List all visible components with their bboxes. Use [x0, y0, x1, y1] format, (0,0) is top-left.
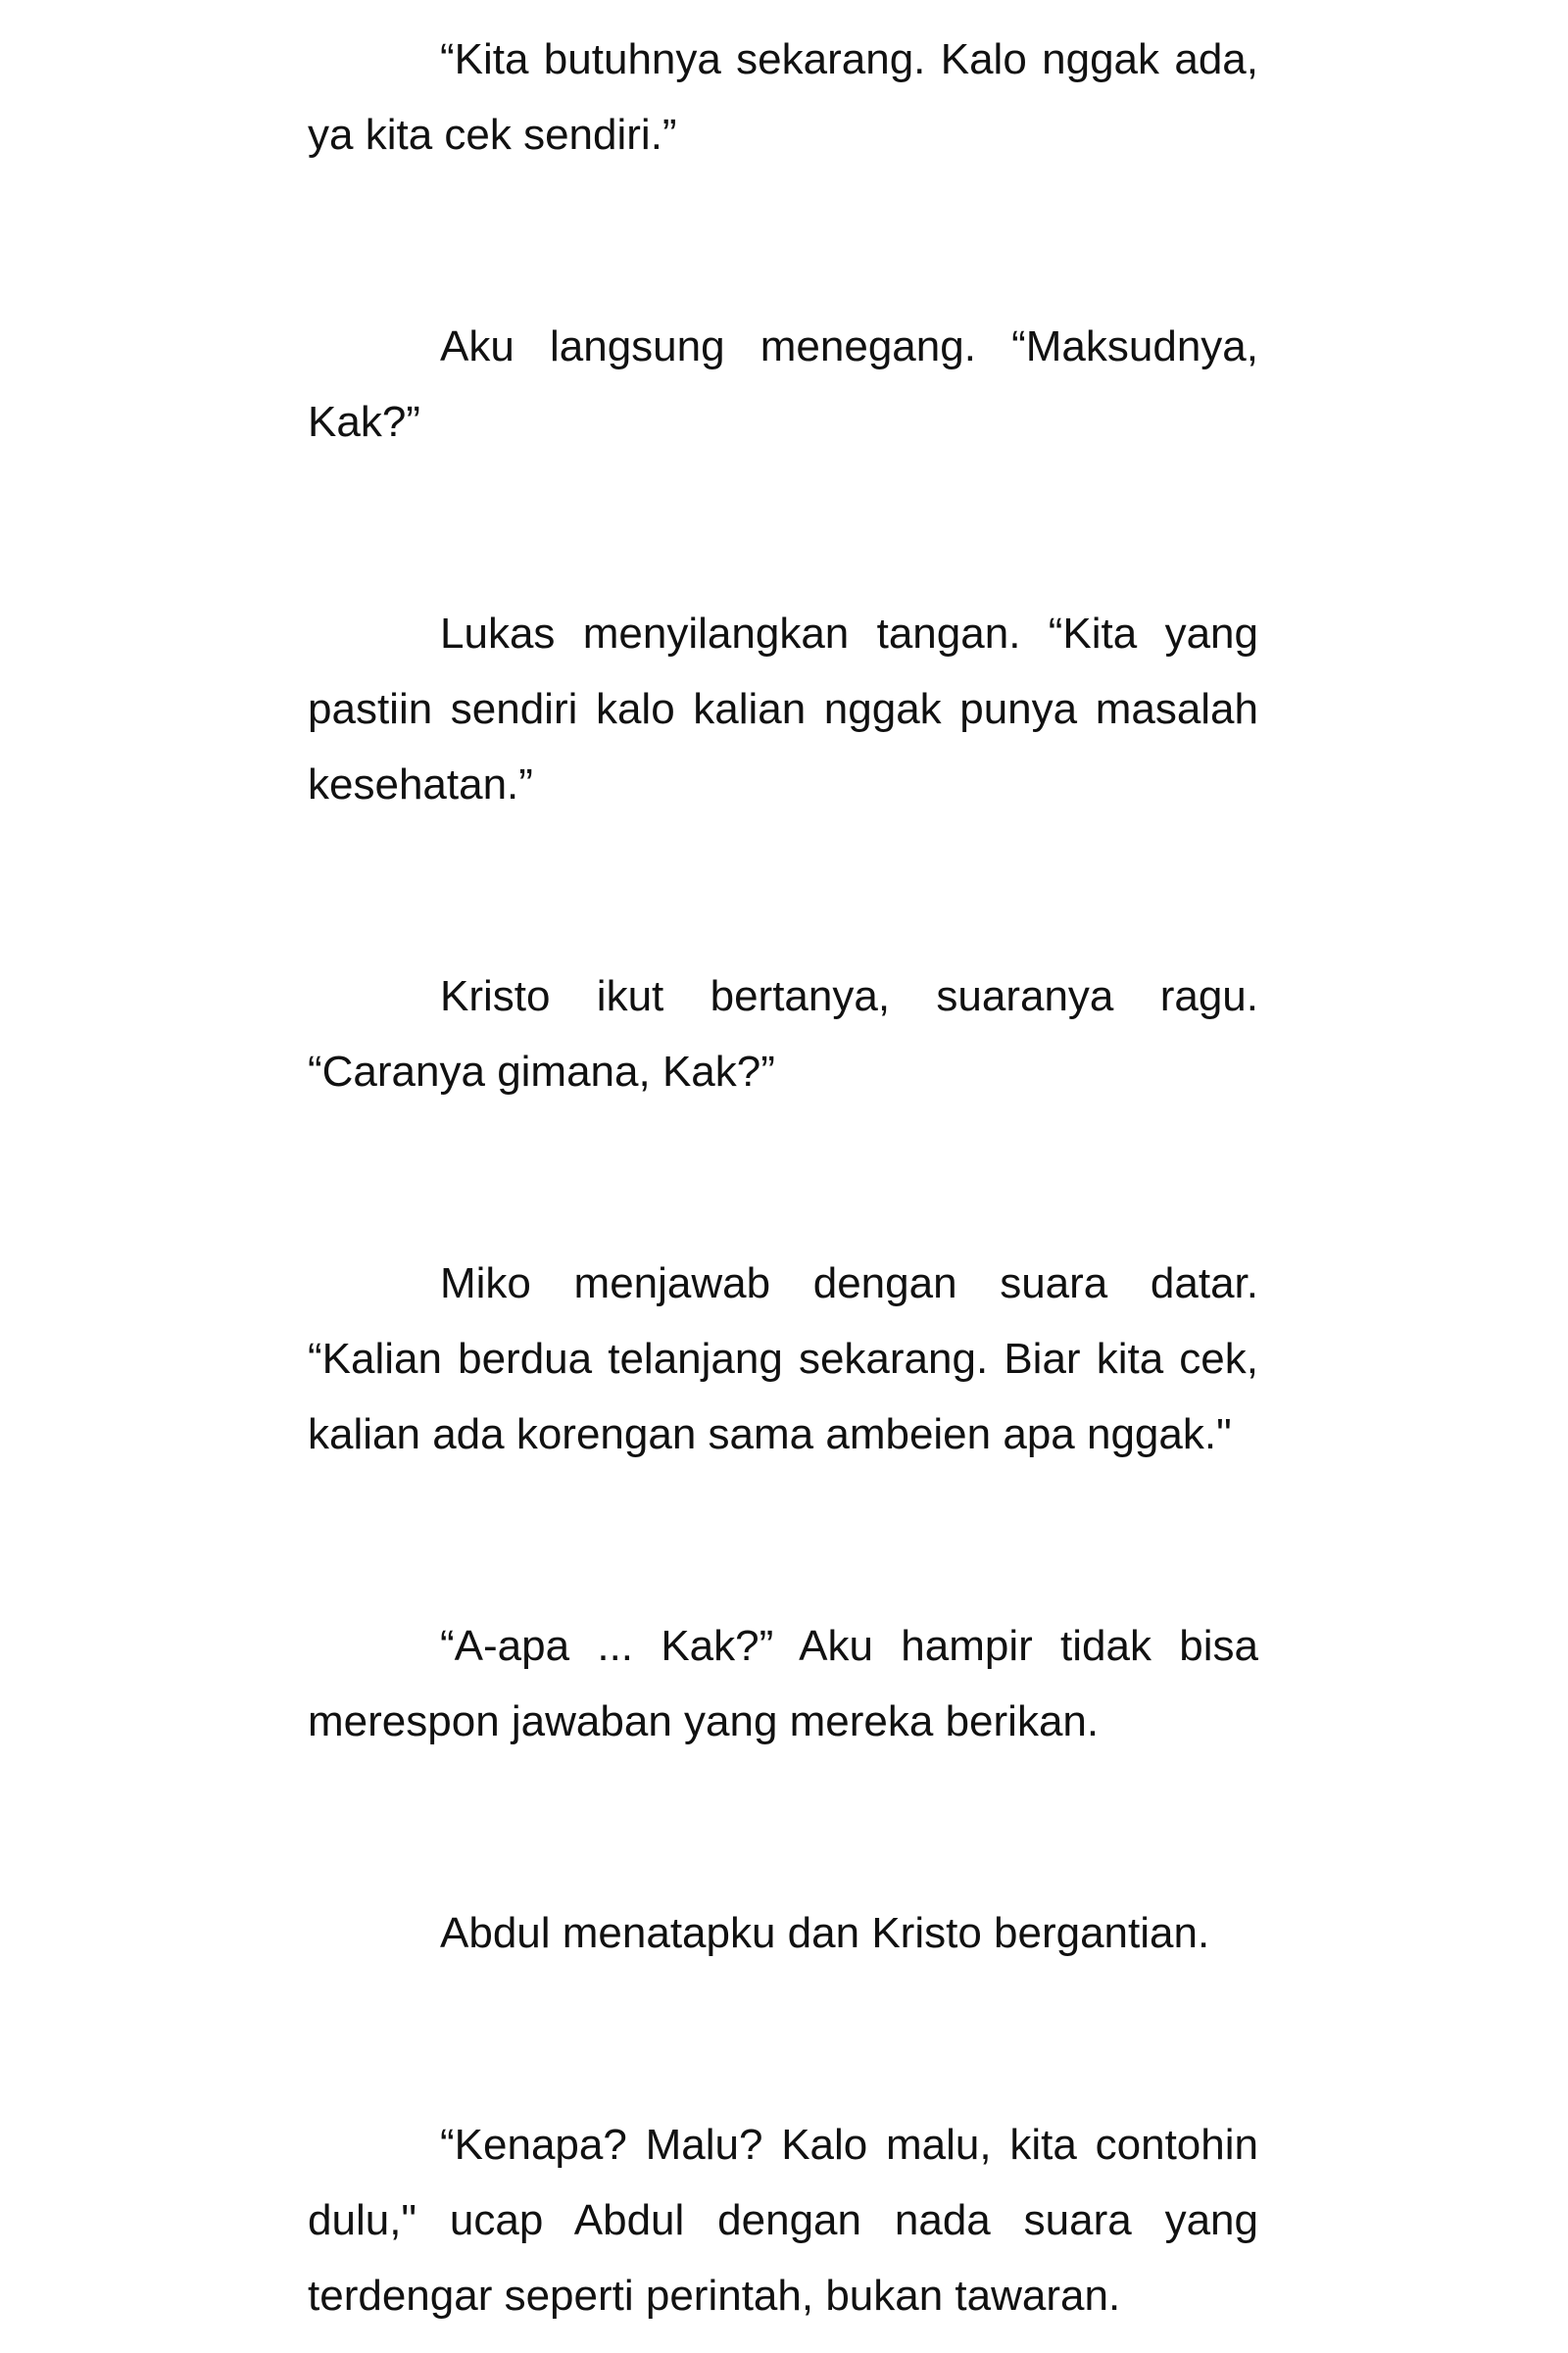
paragraph: Abdul menatapku dan Kristo bergantian.: [440, 1909, 1210, 1957]
paragraph: “A-apa ... Kak?” Aku hampir tidak bisa merespon jawaban yang mereka berikan.: [308, 1622, 1258, 1745]
story-text: [308, 22, 1258, 2333]
paragraph: “Kenapa? Malu? Kalo malu, kita contohin dulu," ucap Abdul dengan nada suara yang terdengar seperti perintah, bukan tawaran.: [308, 2121, 1258, 2320]
paragraph: Lukas menyilangkan tangan. “Kita yang pastiin sendiri kalo kalian nggak punya masalah kesehatan.”: [308, 610, 1258, 809]
paragraph: Miko menjawab dengan suara datar. “Kalian berdua telanjang sekarang. Biar kita cek, kalian ada korengan sama ambeien apa nggak.": [308, 1259, 1258, 1458]
paragraph: Aku langsung menegang. “Maksudnya, Kak?”: [308, 322, 1258, 446]
paragraph: Kristo ikut bertanya, suaranya ragu. “Caranya gimana, Kak?”: [308, 972, 1258, 1096]
paragraph: “Kita butuhnya sekarang. Kalo nggak ada, ya kita cek sendiri.”: [308, 35, 1258, 159]
